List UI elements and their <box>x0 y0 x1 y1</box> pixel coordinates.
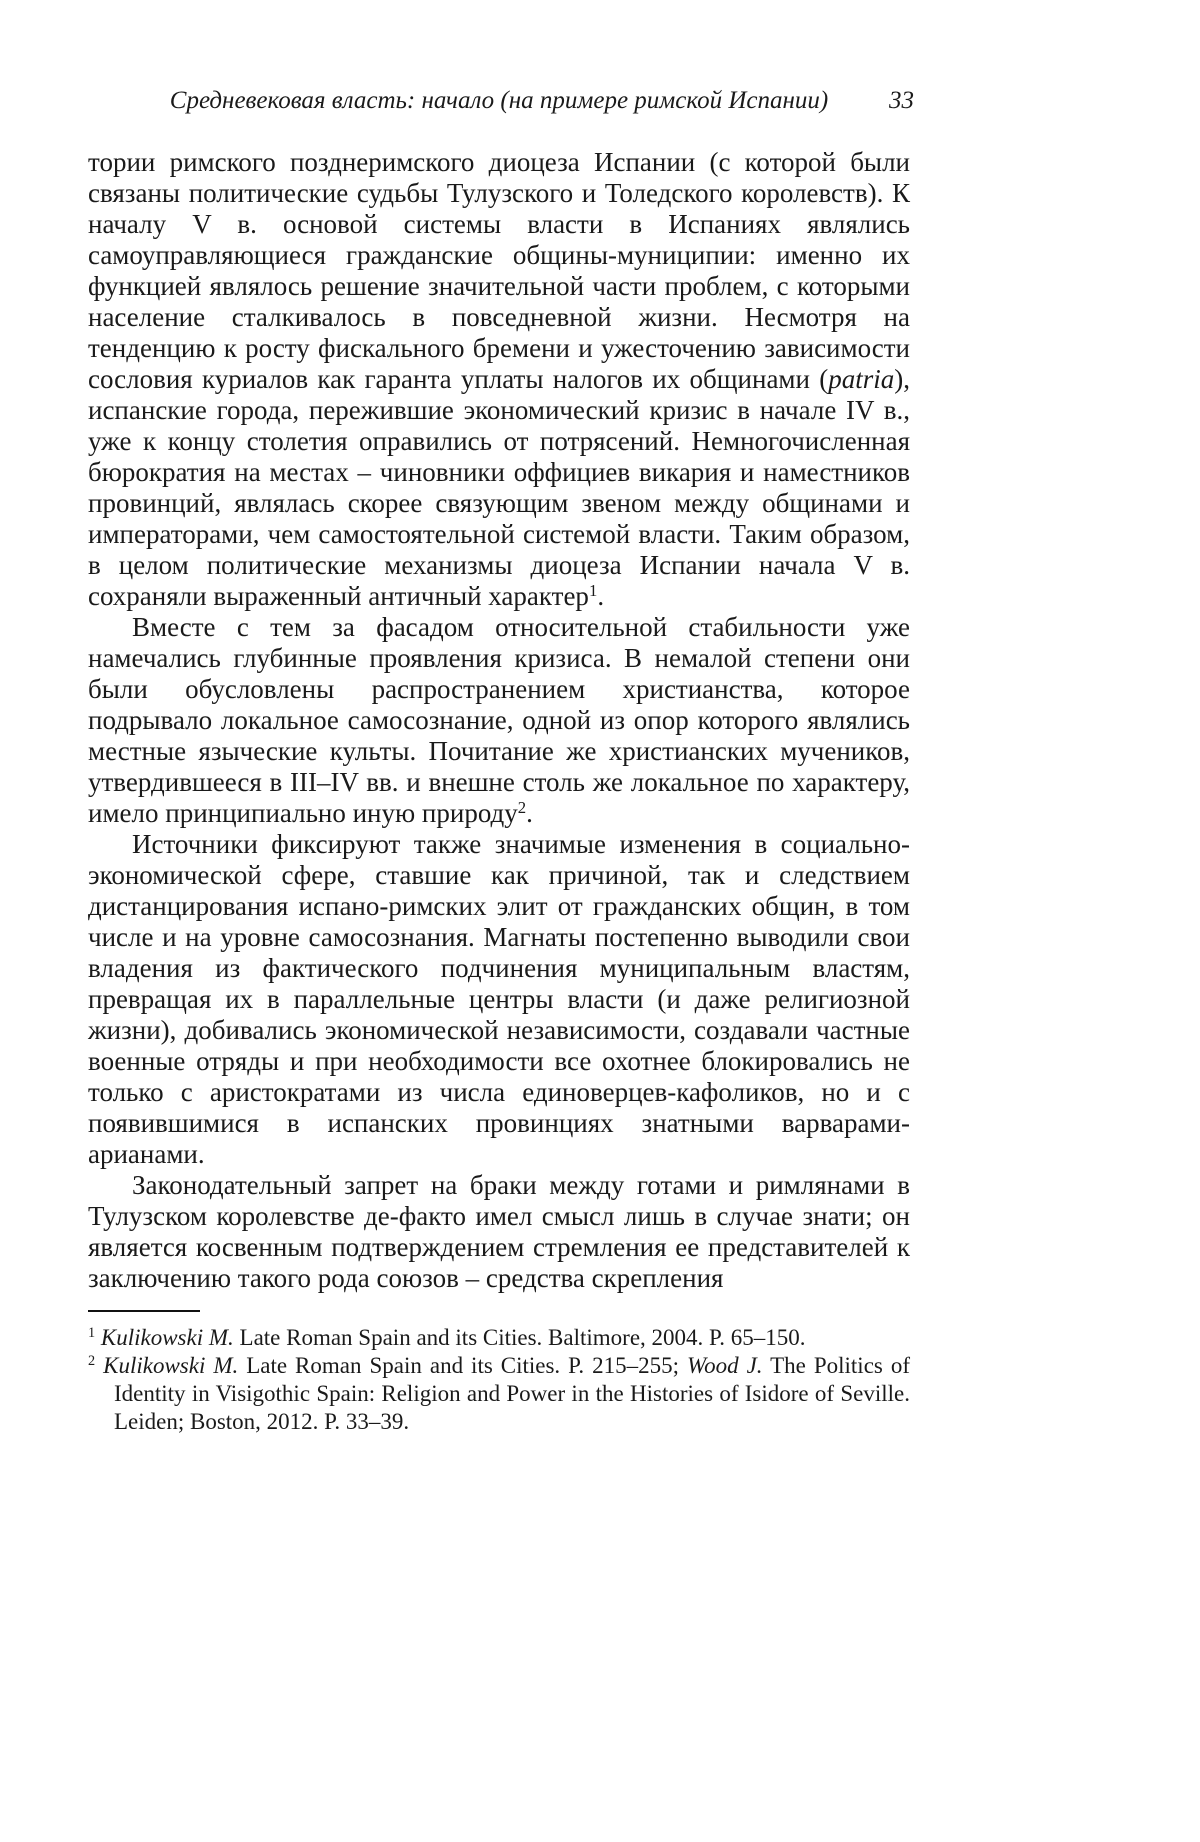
paragraph <box>88 612 910 829</box>
footnote-separator <box>88 1310 200 1312</box>
superscript-marker: 2 <box>88 1353 96 1370</box>
footnote <box>88 1352 910 1436</box>
paragraph <box>88 829 910 1170</box>
text-run: Источники фиксируют также значимые изменения в социально-экономической сфере, ставшие как причиной, так и следствием дистанцирования испано-римских элит от гражданских общин, в том числе и на уровне самосознания. Магнаты постепенно выводили свои владения из фактического подчинения муниципальным властям, превращая их в параллельные центры власти (и даже религиозной жизни), добивались экономической независимости, создавали частные военные отряды и при необходимости все охотнее блокировались не только с аристократами из числа единоверцев-кафоликов, но и с появившимися в испанских провинциях знатными варварами-арианами. <box>88 829 910 1169</box>
running-header-title: Средневековая власть: начало (на примере римской Испании) <box>169 87 829 114</box>
text-run: . <box>526 798 533 828</box>
superscript-marker: 1 <box>588 580 598 600</box>
text-run: Вместе с тем за фасадом относительной стабильности уже намечались глубинные проявления кризиса. В немалой степени они были обусловлены распространением христианства, которое подрывало локальное самосознание, одной из опор которого являлись местные языческие культы. Почитание же христианских мучеников, утвердившееся в III–IV вв. и внешне столь же локальное по характеру, имело принципиально иную природу <box>88 612 910 828</box>
text-run: тории римского позднеримского диоцеза Испании (с которой были связаны политические судьбы Тулузского и Толедского королевств). К началу V в. основой системы власти в Испаниях являлись самоуправляющиеся гражданские общины-муниципии: именно их функцией являлось решение значительной части проблем, с которыми население сталкивалось в повседневной жизни. Несмотря на тенденцию к росту фискального бремени и ужесточению зависимости сословия куриалов как гаранта уплаты налогов их общинами ( <box>88 147 910 394</box>
italic-text-run: Kulikowski M. <box>103 1353 239 1378</box>
text-run: . <box>597 581 605 611</box>
text-run: ), испанские города, пережившие экономический кризис в начале IV в., уже к концу столетия оправились от потрясений. Немногочисленная бюрократия на местах – чиновники оффициев викария и наместников провинций, являлась скорее связующим звеном между общинами и императорами, чем самостоятельной системой власти. Таким образом, в целом политические механизмы диоцеза Испании начала V в. сохраняли выраженный античный характер <box>88 364 910 611</box>
text-run: Late Roman Spain and its Cities. P. 215–255; <box>238 1353 688 1378</box>
footnotes <box>88 1324 910 1436</box>
text-run: The Politics of Identity in Visigothic Spain: Religion and Power in the Histories of Isidore of Seville. Leiden; Boston, 2012. P. 33–39. <box>114 1353 910 1434</box>
paragraph <box>88 1170 910 1294</box>
text-run: Late Roman Spain and its Cities. Baltimore, 2004. P. 65–150. <box>233 1325 806 1350</box>
superscript-marker: 1 <box>88 1325 96 1342</box>
body-paragraphs <box>88 147 910 1294</box>
italic-text-run: patria <box>828 364 895 394</box>
text-run: Законодательный запрет на браки между готами и римлянами в Тулузском королевстве де-факто имел смысл лишь в случае знати; он является косвенным подтверждением стремления ее представителей к заключению такого рода союзов – средства скрепления <box>88 1170 910 1293</box>
running-header <box>88 85 914 116</box>
paragraph <box>88 147 910 612</box>
italic-text-run: Kulikowski M. <box>100 1325 234 1350</box>
superscript-marker: 2 <box>517 797 527 817</box>
italic-text-run: Wood J. <box>687 1353 763 1378</box>
page-number: 33 <box>889 87 914 114</box>
footnote <box>88 1324 910 1352</box>
text-run <box>95 1353 103 1378</box>
